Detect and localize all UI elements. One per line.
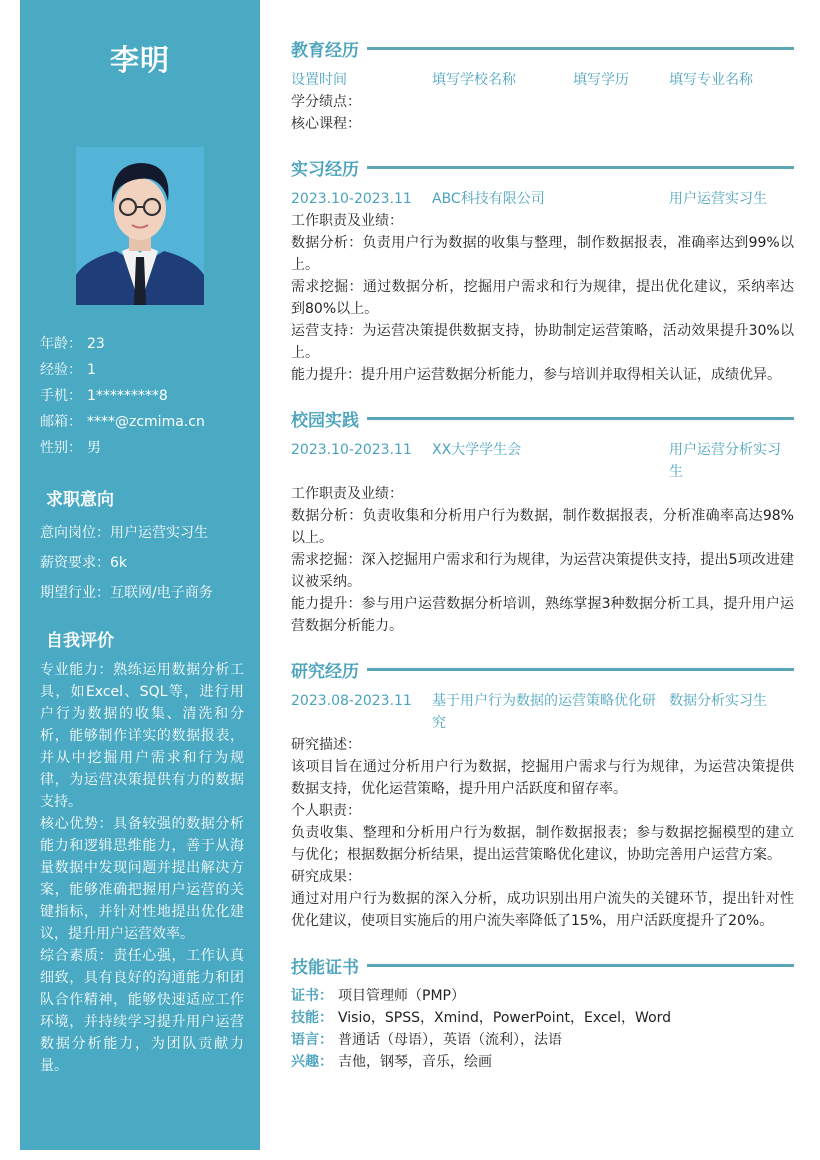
intern-company: ABC科技有限公司 <box>432 191 545 207</box>
intent-industry: 期望行业：互联网/电子商务 <box>40 585 213 601</box>
section-title: 校园实践 <box>291 410 359 431</box>
skill-label: 技能： <box>291 1010 333 1026</box>
research-line: 该项目旨在通过分析用户行为数据，挖掘用户需求与行为规律，为运营决策提供数据支持，优化运营策略，提升用户活跃度和留存率。 <box>291 759 794 797</box>
edu-degree: 填写学历 <box>573 72 629 88</box>
education-header <box>291 36 794 60</box>
intern-line: 数据分析：负责用户行为数据的收集与整理，制作数据报表，准确率达到99%以上。 <box>291 235 794 273</box>
section-title: 实习经历 <box>291 159 359 180</box>
skills-section <box>291 985 794 1073</box>
research-role: 数据分析实习生 <box>669 693 767 709</box>
skill-value: 项目管理师（PMP） <box>338 988 465 1004</box>
skill-label: 兴趣： <box>291 1054 333 1070</box>
skills-header <box>291 953 794 977</box>
edu-major: 填写专业名称 <box>669 72 753 88</box>
skill-label: 证书： <box>291 988 333 1004</box>
eval-paragraph: 综合素质：责任心强，工作认真细致，具有良好的沟通能力和团队合作精神，能够快速适应工作环境，并持续学习提升用户运营数据分析能力，为团队贡献力量。 <box>40 948 244 1074</box>
internship-header <box>291 155 794 179</box>
internship-meta <box>291 188 794 210</box>
research-line: 个人职责： <box>291 803 361 819</box>
skill-tools <box>291 1007 794 1029</box>
edu-time: 设置时间 <box>291 72 347 88</box>
section-divider <box>367 668 794 671</box>
info-age <box>40 334 250 360</box>
section-divider <box>367 166 794 169</box>
intern-line: 运营支持：为运营决策提供数据支持，协助制定运营策略，活动效果提升30%以上。 <box>291 323 794 361</box>
self-evaluation <box>40 659 244 1077</box>
intern-line: 需求挖掘：通过数据分析，挖掘用户需求和行为规律，提出优化建议，采纳率达到80%以上。 <box>291 279 794 317</box>
skill-interests <box>291 1051 794 1073</box>
info-gender <box>40 438 250 464</box>
campus-line: 能力提升：参与用户运营数据分析培训，熟练掌握3种数据分析工具，提升用户运营数据分析能力。 <box>291 596 794 634</box>
section-title: 技能证书 <box>291 957 359 978</box>
campus-line: 工作职责及业绩： <box>291 486 403 502</box>
skill-languages <box>291 1029 794 1051</box>
candidate-name: 李明 <box>109 43 170 77</box>
edu-school: 填写学校名称 <box>432 72 516 88</box>
portrait-image-icon <box>76 147 204 305</box>
section-title: 教育经历 <box>291 40 359 61</box>
intent-heading: 求职意向 <box>46 490 114 510</box>
campus-line: 需求挖掘：深入挖掘用户需求和行为规律，为运营决策提供支持，提出5项改进建议被采纳。 <box>291 552 794 590</box>
info-value: 23 <box>87 336 105 352</box>
info-phone <box>40 386 250 412</box>
info-label: 手机： <box>40 388 82 404</box>
research-line: 研究描述： <box>291 737 361 753</box>
skill-value: 普通话（母语），英语（流利），法语 <box>338 1032 562 1048</box>
portrait-photo <box>76 147 204 305</box>
section-title: 研究经历 <box>291 661 359 682</box>
intern-line: 能力提升：提升用户运营数据分析能力，参与培训并取得相关认证，成绩优异。 <box>291 367 781 383</box>
campus-meta <box>291 439 794 483</box>
info-value: 1 <box>87 362 96 378</box>
intern-line: 工作职责及业绩： <box>291 213 403 229</box>
info-label: 经验： <box>40 362 82 378</box>
research-line: 负责收集、整理和分析用户行为数据，制作数据报表；参与数据挖掘模型的建立与优化；根据数据分析结果，提出运营策略优化建议，协助完善用户运营方案。 <box>291 825 794 863</box>
research-project: 基于用户行为数据的运营策略优化研究 <box>432 693 656 731</box>
research-meta <box>291 690 794 734</box>
info-value: 男 <box>87 440 101 456</box>
internship-section <box>291 188 794 386</box>
section-divider <box>367 964 794 967</box>
eval-paragraph: 专业能力：熟练运用数据分析工具，如Excel、SQL等，进行用户行为数据的收集、清洗和分析，能够制作详实的数据报表，并从中挖掘用户需求和行为规律，为运营决策提供有力的数据支持。 <box>40 662 244 810</box>
skill-value: 吉他，钢琴，音乐，绘画 <box>338 1054 492 1070</box>
skill-value: Visio，SPSS，Xmind，PowerPoint，Excel，Word <box>338 1010 672 1026</box>
intent-position: 意向岗位：用户运营实习生 <box>40 525 208 541</box>
research-header <box>291 657 794 681</box>
skill-certificate <box>291 985 794 1007</box>
education-section <box>291 69 794 135</box>
info-label: 年龄： <box>40 336 82 352</box>
info-value: 1*********8 <box>87 388 168 404</box>
intern-time: 2023.10-2023.11 <box>291 191 412 207</box>
research-line: 通过对用户行为数据的深入分析，成功识别出用户流失的关键环节，提出针对性优化建议，使项目实施后的用户流失率降低了15%，用户活跃度提升了20%。 <box>291 891 794 929</box>
eval-paragraph: 核心优势：具备较强的数据分析能力和逻辑思维能力，善于从海量数据中发现问题并提出解决方案，能够准确把握用户运营的关键指标，并针对性地提出优化建议，提升用户运营效率。 <box>40 816 244 942</box>
basic-info <box>40 334 250 464</box>
info-value: ****@zcmima.cn <box>87 414 205 430</box>
campus-time: 2023.10-2023.11 <box>291 442 412 458</box>
job-intent <box>40 522 250 612</box>
intent-salary: 薪资要求：6k <box>40 555 128 571</box>
section-divider <box>367 47 794 50</box>
skill-label: 语言： <box>291 1032 333 1048</box>
info-experience <box>40 360 250 386</box>
intern-role: 用户运营实习生 <box>669 191 767 207</box>
campus-header <box>291 406 794 430</box>
research-section <box>291 690 794 932</box>
campus-section <box>291 439 794 637</box>
research-time: 2023.08-2023.11 <box>291 693 412 709</box>
education-meta <box>291 69 794 91</box>
info-email <box>40 412 250 438</box>
self-eval-heading: 自我评价 <box>46 631 114 651</box>
campus-org: XX大学学生会 <box>432 442 522 458</box>
campus-role: 用户运营分析实习生 <box>669 442 781 480</box>
info-label: 性别： <box>40 440 82 456</box>
edu-courses: 核心课程： <box>291 116 361 132</box>
section-divider <box>367 417 794 420</box>
info-label: 邮箱： <box>40 414 82 430</box>
sidebar <box>20 0 260 1150</box>
edu-gpa: 学分绩点： <box>291 94 361 110</box>
research-line: 研究成果： <box>291 869 361 885</box>
campus-line: 数据分析：负责收集和分析用户行为数据，制作数据报表，分析准确率高达98%以上。 <box>291 508 794 546</box>
